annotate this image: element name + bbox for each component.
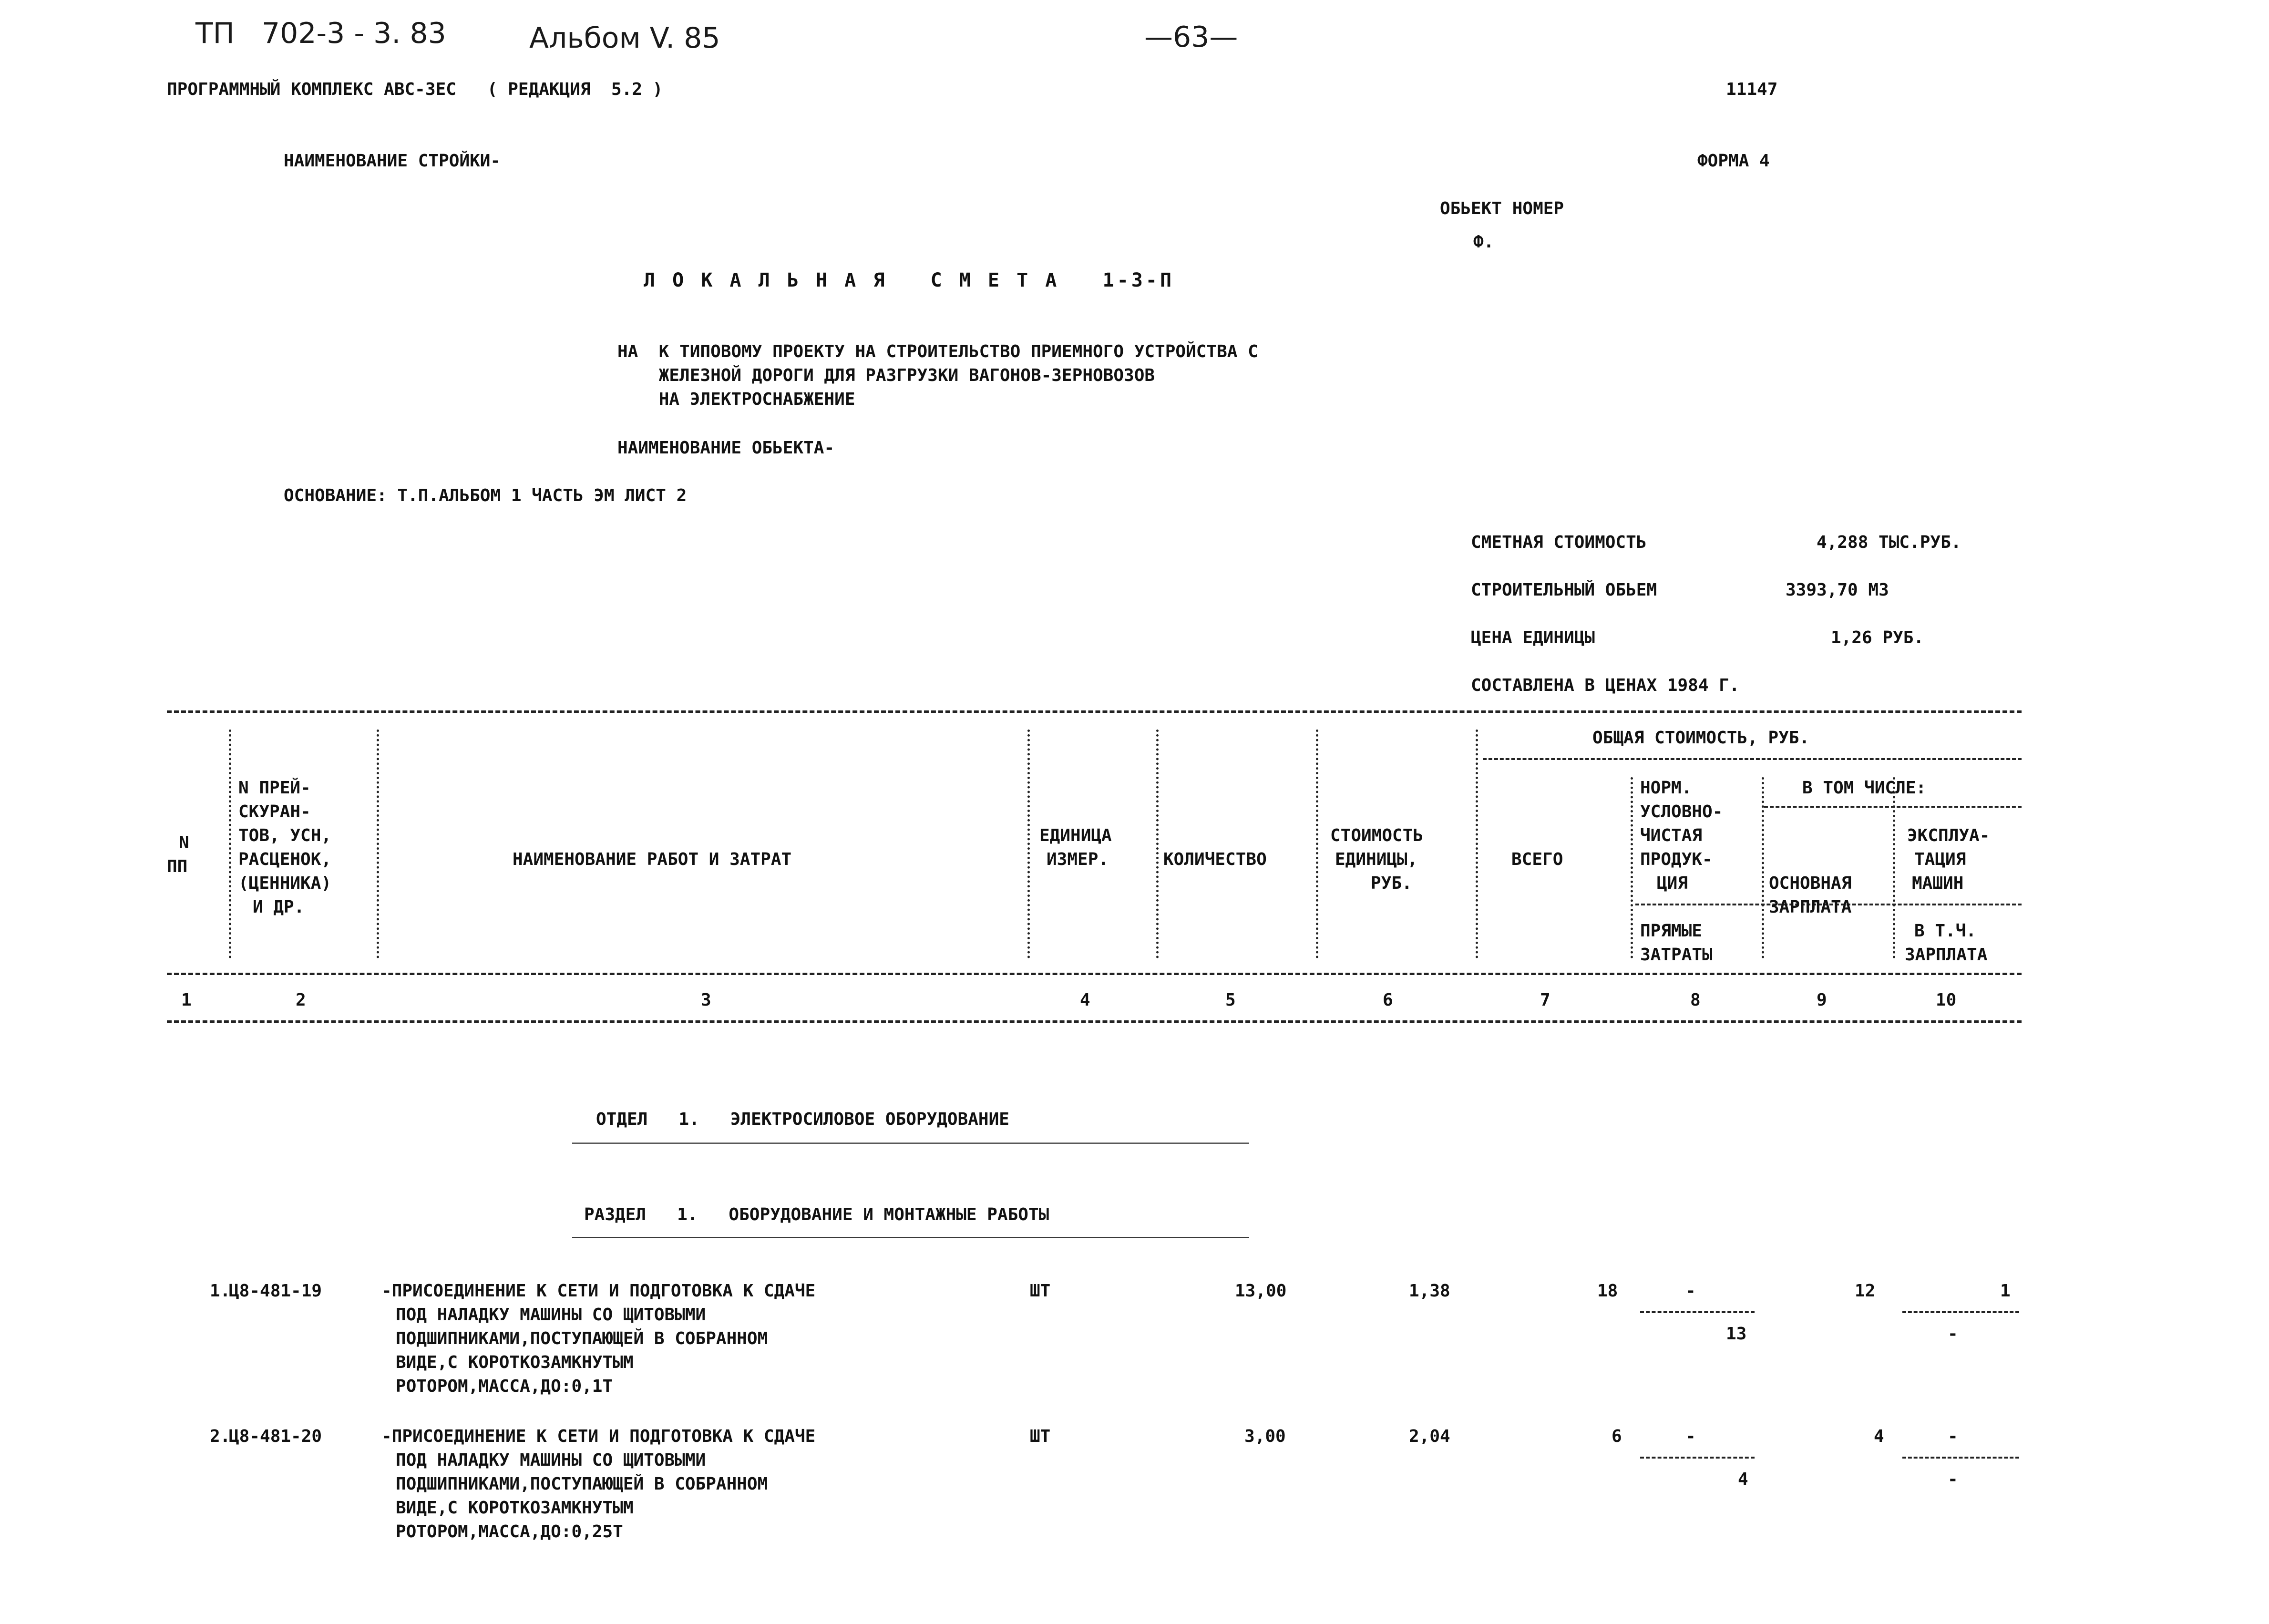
row1-salary: 12 bbox=[1855, 1281, 1876, 1301]
hdr-col2-line6: И ДР. bbox=[253, 897, 305, 917]
col-sep-4 bbox=[1156, 730, 1159, 958]
division-underline bbox=[572, 1142, 1249, 1144]
hdr-col4-line1: ЕДИНИЦА bbox=[1039, 826, 1112, 845]
summary-label-unit-price: ЦЕНА ЕДИНИЦЫ bbox=[1471, 628, 1595, 648]
row2-name-line2: ПОД НАЛАДКУ МАШИНЫ СО ЩИТОВЫМИ bbox=[396, 1450, 706, 1470]
hdr-col8-line3: ЧИСТАЯ bbox=[1640, 826, 1703, 845]
estimate-to-line-2: ЖЕЛЕЗНОЙ ДОРОГИ ДЛЯ РАЗГРУЗКИ ВАГОНОВ-ЗЕРНОВОЗОВ bbox=[617, 366, 1155, 385]
object-name-label: НАИМЕНОВАНИЕ ОБЬЕКТА- bbox=[617, 438, 835, 458]
hdr-col8-line4: ПРОДУК- bbox=[1640, 850, 1713, 869]
col-number-1: 1 bbox=[181, 990, 192, 1010]
hdr-col7: ВСЕГО bbox=[1511, 850, 1563, 869]
row2-machines-salary: - bbox=[1948, 1470, 1958, 1489]
row2-norm: - bbox=[1685, 1427, 1696, 1446]
album-label: Альбом V. 85 bbox=[529, 21, 720, 55]
col-number-7: 7 bbox=[1540, 990, 1550, 1010]
document-number: 11147 bbox=[1726, 80, 1778, 99]
hdr-col9-line2: ЗАРПЛАТА bbox=[1769, 897, 1852, 917]
row1-name-line2: ПОД НАЛАДКУ МАШИНЫ СО ЩИТОВЫМИ bbox=[396, 1305, 706, 1325]
col-sep-7 bbox=[1631, 777, 1633, 958]
row1-name-line5: РОТОРОМ,МАССА,ДО:0,1Т bbox=[396, 1377, 613, 1396]
object-number-value: Ф. bbox=[1473, 232, 1494, 252]
hdr-col6-line2: ЕДИНИЦЫ, bbox=[1335, 850, 1418, 869]
row2-name-line4: ВИДЕ,С КОРОТКОЗАМКНУТЫМ bbox=[396, 1498, 634, 1518]
summary-value-cost: 4,288 ТЫС.РУБ. bbox=[1817, 533, 1961, 552]
table-top-rule bbox=[167, 710, 2022, 713]
col-number-10: 10 bbox=[1936, 990, 1957, 1010]
summary-value-unit-price: 1,26 РУБ. bbox=[1831, 628, 1924, 648]
col-number-3: 3 bbox=[701, 990, 711, 1010]
row2-qty: 3,00 bbox=[1244, 1427, 1286, 1446]
estimate-to-line-3: НА ЭЛЕКТРОСНАБЖЕНИЕ bbox=[617, 390, 855, 409]
hdr-col10-bottom-line1: В Т.Ч. bbox=[1914, 921, 1977, 941]
hdr-col10-bottom-line2: ЗАРПЛАТА bbox=[1905, 945, 1988, 965]
hdr-col8-bottom-line1: ПРЯМЫЕ bbox=[1640, 921, 1703, 941]
division-title: ОТДЕЛ 1. ЭЛЕКТРОСИЛОВОЕ ОБОРУДОВАНИЕ bbox=[596, 1110, 1009, 1129]
hdr-col5: КОЛИЧЕСТВО bbox=[1163, 850, 1267, 869]
page-number: —63— bbox=[1144, 21, 1238, 54]
hdr-col1-line1: N bbox=[179, 833, 189, 853]
summary-value-volume: 3393,70 М3 bbox=[1786, 580, 1889, 600]
row1-machines: 1 bbox=[2000, 1281, 2011, 1301]
hdr-col10-line1: ЭКСПЛУА- bbox=[1907, 826, 1990, 845]
row1-norm: - bbox=[1685, 1281, 1696, 1301]
col-number-8: 8 bbox=[1690, 990, 1701, 1010]
table-header-bottom-rule bbox=[167, 973, 2022, 975]
col-sep-2 bbox=[377, 730, 379, 958]
row2-norm-rule bbox=[1640, 1457, 1755, 1459]
row1-machines-salary: - bbox=[1948, 1324, 1958, 1344]
col-sep-8 bbox=[1762, 777, 1764, 958]
row1-direct: 13 bbox=[1726, 1324, 1747, 1344]
col-sep-5 bbox=[1316, 730, 1318, 958]
col-sep-1 bbox=[229, 730, 231, 958]
col-number-5: 5 bbox=[1225, 990, 1236, 1010]
total-cost-rule bbox=[1483, 758, 2022, 760]
row1-name-line1: -ПРИСОЕДИНЕНИЕ К СЕТИ И ПОДГОТОВКА К СДАЧЕ bbox=[381, 1281, 816, 1301]
object-number-label: ОБЬЕКТ НОМЕР bbox=[1440, 199, 1564, 218]
row1-unit: ШТ bbox=[1030, 1281, 1051, 1301]
row2-salary: 4 bbox=[1874, 1427, 1884, 1446]
hdr-col2-line5: (ЦЕННИКА) bbox=[238, 874, 332, 893]
col-number-9: 9 bbox=[1817, 990, 1827, 1010]
hdr-col8-line1: НОРМ. bbox=[1640, 778, 1692, 798]
form-label: ФОРМА 4 bbox=[1697, 151, 1770, 171]
hdr-col2-line3: ТОВ, УСН, bbox=[238, 826, 332, 845]
table-numbers-bottom-rule bbox=[167, 1020, 2022, 1023]
row1-code: Ц8-481-19 bbox=[229, 1281, 322, 1301]
row1-norm-rule bbox=[1640, 1311, 1755, 1313]
hdr-col8-line2: УСЛОВНО- bbox=[1640, 802, 1723, 822]
section-underline bbox=[572, 1237, 1249, 1239]
basis-text: ОСНОВАНИЕ: Т.П.АЛЬБОМ 1 ЧАСТЬ ЭМ ЛИСТ 2 bbox=[284, 486, 687, 505]
row2-direct: 4 bbox=[1738, 1470, 1748, 1489]
hdr-col2-line1: N ПРЕЙ- bbox=[238, 778, 311, 798]
section-title: РАЗДЕЛ 1. ОБОРУДОВАНИЕ И МОНТАЖНЫЕ РАБОТЫ bbox=[584, 1205, 1049, 1224]
hdr-col8-line5: ЦИЯ bbox=[1657, 874, 1688, 893]
hdr-col10-line3: МАШИН bbox=[1912, 874, 1964, 893]
hdr-col8-bottom-line2: ЗАТРАТЫ bbox=[1640, 945, 1713, 965]
construction-name-label: НАИМЕНОВАНИЕ СТРОЙКИ- bbox=[284, 151, 501, 171]
hdr-col4-line2: ИЗМЕР. bbox=[1047, 850, 1109, 869]
estimate-title: Л О К А Л Ь Н А Я С М Е Т А 1-3-П bbox=[644, 269, 1175, 291]
hdr-col1-line2: ПП bbox=[167, 857, 188, 876]
hdr-col9-line1: ОСНОВНАЯ bbox=[1769, 874, 1852, 893]
hdr-col3: НАИМЕНОВАНИЕ РАБОТ И ЗАТРАТ bbox=[513, 850, 792, 869]
row2-machines-rule bbox=[1902, 1457, 2019, 1459]
program-system: ПРОГРАММНЫЙ КОМПЛЕКС АВС-3ЕС ( РЕДАКЦИЯ 5.2 ) bbox=[167, 80, 663, 99]
row1-name-line4: ВИДЕ,С КОРОТКОЗАМКНУТЫМ bbox=[396, 1353, 634, 1372]
row1-machines-rule bbox=[1902, 1311, 2019, 1313]
summary-label-cost: СМЕТНАЯ СТОИМОСТЬ bbox=[1471, 533, 1647, 552]
summary-label-volume: СТРОИТЕЛЬНЫЙ ОБЬЕМ bbox=[1471, 580, 1657, 600]
col-number-6: 6 bbox=[1383, 990, 1393, 1010]
row2-name-line3: ПОДШИПНИКАМИ,ПОСТУПАЮЩЕЙ В СОБРАННОМ bbox=[396, 1474, 768, 1494]
project-code: ТП 702-3 - 3. 83 bbox=[195, 17, 446, 50]
hdr-including: В ТОМ ЧИСЛЕ: bbox=[1802, 778, 1927, 798]
row1-name-line3: ПОДШИПНИКАМИ,ПОСТУПАЮЩЕЙ В СОБРАННОМ bbox=[396, 1329, 768, 1348]
row1-qty: 13,00 bbox=[1235, 1281, 1287, 1301]
col-sep-3 bbox=[1027, 730, 1030, 958]
row2-code: Ц8-481-20 bbox=[229, 1427, 322, 1446]
hdr-col2-line4: РАСЦЕНОК, bbox=[238, 850, 332, 869]
col-number-2: 2 bbox=[296, 990, 306, 1010]
row1-total: 18 bbox=[1597, 1281, 1618, 1301]
incl-rule bbox=[1764, 806, 2022, 808]
row1-unit-cost: 1,38 bbox=[1409, 1281, 1450, 1301]
row2-unit-cost: 2,04 bbox=[1409, 1427, 1450, 1446]
hdr-col10-line2: ТАЦИЯ bbox=[1914, 850, 1966, 869]
summary-price-base: СОСТАВЛЕНА В ЦЕНАХ 1984 Г. bbox=[1471, 676, 1740, 695]
row1-num: 1. bbox=[210, 1281, 231, 1301]
row2-name-line1: -ПРИСОЕДИНЕНИЕ К СЕТИ И ПОДГОТОВКА К СДАЧЕ bbox=[381, 1427, 816, 1446]
col-sep-9 bbox=[1893, 777, 1895, 958]
hdr-col6-line1: СТОИМОСТЬ bbox=[1330, 826, 1424, 845]
col-number-4: 4 bbox=[1080, 990, 1090, 1010]
col-sep-6 bbox=[1476, 730, 1478, 958]
row2-unit: ШТ bbox=[1030, 1427, 1051, 1446]
hdr-total-cost: ОБЩАЯ СТОИМОСТЬ, РУБ. bbox=[1592, 728, 1810, 748]
hdr-col2-line2: СКУРАН- bbox=[238, 802, 311, 822]
hdr-col6-line3: РУБ. bbox=[1371, 874, 1412, 893]
row2-num: 2. bbox=[210, 1427, 231, 1446]
row2-total: 6 bbox=[1612, 1427, 1622, 1446]
row2-name-line5: РОТОРОМ,МАССА,ДО:0,25Т bbox=[396, 1522, 623, 1542]
estimate-to-line-1: НА К ТИПОВОМУ ПРОЕКТУ НА СТРОИТЕЛЬСТВО ПРИЕМНОГО УСТРОЙСТВА С bbox=[617, 342, 1258, 361]
row2-machines: - bbox=[1948, 1427, 1958, 1446]
